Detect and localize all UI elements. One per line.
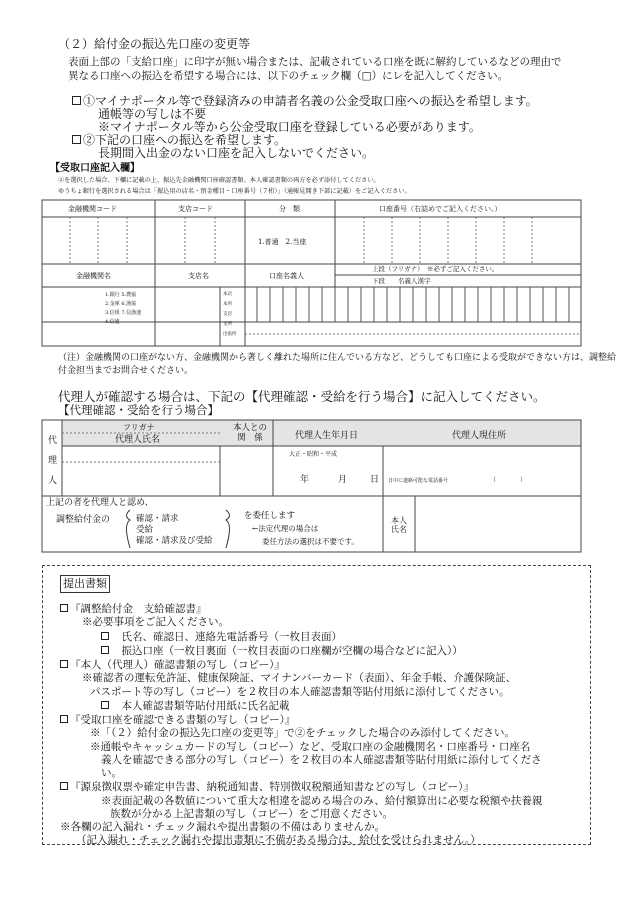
proxy-eras: 大正・昭和・平成 <box>289 451 338 458</box>
option-2-warning: 長期間入出金のない口座を記入しないでください。 <box>98 146 375 160</box>
doc-item-1-note: ※必要事項をご記入ください。 <box>82 616 229 628</box>
proxy-side-label-1: 代 <box>48 436 58 446</box>
proxy-furigana-label: フリガナ <box>123 423 155 432</box>
birth-year-label: 年 <box>300 475 310 485</box>
bank-heading: 【受取口座記入欄】 <box>50 163 140 174</box>
option-1-warning: ※マイナポータル等から公金受取口座を登録している必要があります。 <box>98 120 481 134</box>
col-account-number: 口座番号（右詰めでご記入ください。） <box>379 205 502 213</box>
col-type: 分 類 <box>279 205 300 213</box>
proxy-address-label: 代理人現住所 <box>452 431 507 441</box>
proxy-legal-2: 委任方法の選択は不要です。 <box>262 537 359 546</box>
doc-item-3-note-4: い。 <box>101 767 122 779</box>
bank-note-2: ゆうちょ銀行を選択される場合は「振込用の店名・預金種目・口座番号（７桁）」（通帳見開き下部に記載）をご記入ください。 <box>58 188 411 195</box>
birth-month-label: 月 <box>338 475 348 485</box>
doc-sub-3[interactable]: 本人確認書類等貼付用紙に氏名記載 <box>101 700 290 713</box>
section-title: （２）給付金の振込先口座の変更等 <box>58 37 251 51</box>
doc-sub-1[interactable]: 氏名、確認日、連絡先電話番号（一枚目表面） <box>101 631 342 644</box>
final-check-warning: （記入漏れ・チェック漏れや提出書類に不備がある場合は、給付を受けられません。） <box>76 834 481 846</box>
proxy-auth-line-2: 調整給付金の <box>56 515 111 525</box>
doc-item-2-note-2: パスポート等の写し（コピー）を２枚目の本人確認書類等貼付用紙に添付してください。 <box>90 686 510 698</box>
principal-name-label: 本人氏名 <box>391 516 407 535</box>
doc-sub-3-checkbox[interactable] <box>101 701 109 709</box>
doc-item-2-note-1: ※確認者の運転免許証、健康保険証、マイナンバーカード（表面）、年金手帳、介護保険証、 <box>82 672 517 684</box>
proxy-name-label: 代理人氏名 <box>115 435 161 445</box>
doc-item-2[interactable]: 『本人（代理人）確認書類の写し（コピー）』 <box>60 659 285 672</box>
doc-item-4-note-1: ※表面記載の各数値について重大な相違を認める場合のみ、給付額算出に必要な税額や扶養親 <box>101 795 543 807</box>
holder-label: 口座名義人 <box>269 272 304 280</box>
documents-title: 提出書類 <box>60 575 110 593</box>
birth-day-label: 日 <box>370 475 380 485</box>
doc-item-2-checkbox[interactable] <box>60 660 68 668</box>
proxy-delegate: を委任します <box>244 511 296 521</box>
bank-name-label: 金融機関名 <box>76 272 111 280</box>
doc-item-3-checkbox[interactable] <box>60 715 68 723</box>
doc-item-3-note-3: 義人を確認できる部分の写し（コピー）を２枚目の本人確認書類等貼付用紙に添付してくださ <box>101 754 542 766</box>
proxy-side-label-2: 理 <box>48 456 58 466</box>
bank-note-1: ②を選択した場合、下欄に記載の上、振込先金融機関口座確認書類、本人確認書類の両方を必ず添付してください。 <box>58 177 380 184</box>
col-bank-code: 金融機関コード <box>68 205 117 213</box>
option-1-note: 通帳等の写しは不要 <box>98 107 207 121</box>
proxy-legal-1: ←法定代理の場合は <box>252 524 319 533</box>
doc-item-4-note-2: 族数が分かる上記書類の写し（コピー）をご用意ください。 <box>110 808 394 820</box>
proxy-side-label-3: 人 <box>48 476 58 486</box>
doc-sub-2-checkbox[interactable] <box>101 646 109 654</box>
proxy-phone-paren: （ ） <box>490 477 527 484</box>
doc-item-1[interactable]: 『調整給付金 支給確認書』 <box>60 603 207 616</box>
doc-sub-2[interactable]: 振込口座（一枚目裏面（一枚目表面の口座欄が空欄の場合などに記入）） <box>101 645 463 658</box>
proxy-auth-line-1: 上記の者を代理人と認め、 <box>46 498 154 508</box>
bank-footnote: （注）金融機関の口座がない方、金融機関から著しく離れた場所に住んでいる方など、どうしても口座による受取ができない方は、調整給付金担当までお問合せください。 <box>58 353 617 376</box>
proxy-intro: 代理人が確認する場合は、下記の【代理確認・受給を行う場合】に記入してください。 <box>58 389 546 404</box>
option-2[interactable]: ②下記の口座への振込を希望します。 <box>72 134 286 148</box>
proxy-heading: 【代理確認・受給を行う場合】 <box>58 403 219 417</box>
doc-item-4-checkbox[interactable] <box>60 782 68 790</box>
doc-sub-1-checkbox[interactable] <box>101 632 109 640</box>
account-type-options[interactable]: 1.普通 2.当座 <box>258 238 307 246</box>
branch-name-label: 支店名 <box>188 272 209 280</box>
proxy-choices[interactable]: 確認・請求 受給 確認・請求及び受給 <box>136 514 213 546</box>
proxy-relation-label: 本人との関 係 <box>232 423 267 443</box>
doc-item-1-checkbox[interactable] <box>60 604 68 612</box>
proxy-phone-label: 日中に連絡可能な電話番号 <box>388 478 449 484</box>
doc-item-3[interactable]: 『受取口座を確認できる書類の写し（コピー）』 <box>60 714 295 727</box>
institution-type-list: 1.銀行 5.農協 2.金庫 6.漁協 3.信組 7.信漁連 4.信連 <box>105 292 142 325</box>
section-instructions: 表面上部の「支給口座」に印字が無い場合または、記載されている口座を既に解約しているなどの理由で 異なる口座への振込を希望する場合には、以下のチェック欄（□）にレを記入してください。 <box>68 56 562 82</box>
proxy-birth-label: 代理人生年月日 <box>295 431 359 441</box>
doc-item-3-note-1: ※「（２）給付金の振込先口座の変更等」で②をチェックした場合のみ添付してください。 <box>90 727 515 739</box>
option-1[interactable]: ①マイナポータル等で登録済みの申請者名義の公金受取口座への振込を希望します。 <box>72 95 538 109</box>
doc-item-4[interactable]: 『源泉徴収票や確定申告書、納税通知書、特別徴収税額通知書などの写し（コピー）』 <box>60 781 474 794</box>
holder-kana-label: 上段（フリガナ） ※必ずご記入ください。 <box>372 265 499 273</box>
col-branch-code: 支店コード <box>178 205 213 213</box>
doc-item-3-note-2: ※通帳やキャッシュカードの写し（コピー）など、受取口座の金融機関名・口座番号・口座名 <box>90 741 531 753</box>
branch-type-list: 本店 本所 支店 支所 出張所 <box>223 292 237 337</box>
final-check-note: ※各欄の記入漏れ・チェック漏れや提出書類の不備はありませんか。 <box>60 821 386 833</box>
holder-kanji-label: 下段 名義人漢字 <box>372 277 431 285</box>
